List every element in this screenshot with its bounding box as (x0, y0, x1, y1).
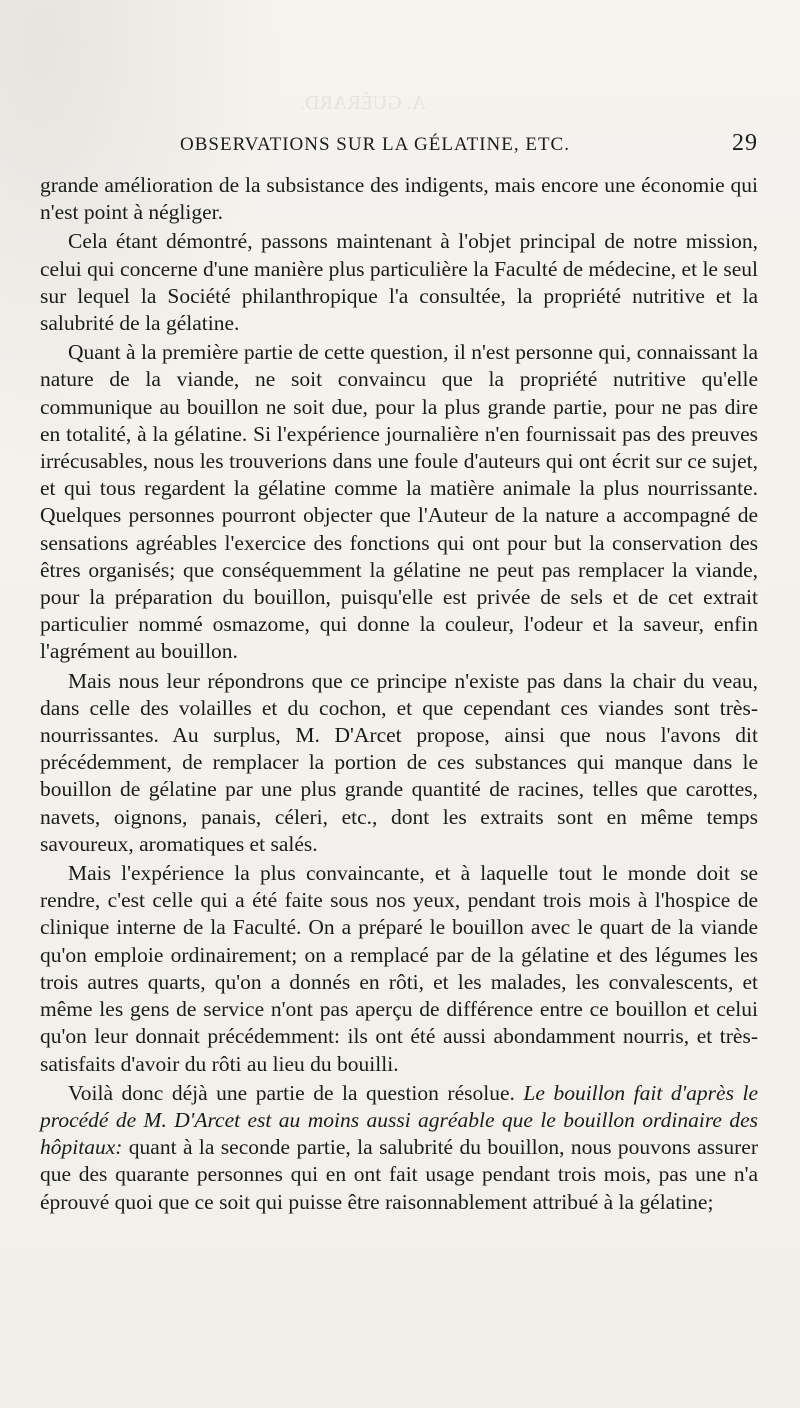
italic-quote: Le bouillon fait d'après le procédé de M. D'Arcet est au moins aussi agréable que le bouillon ordinaire des hôpitaux: (40, 1080, 758, 1160)
paragraph-text: quant à la seconde partie, la salubrité du bouillon, nous pouvons assurer que des quarante personnes qui en ont fait usage pendant trois mois, pas une n'a éprouvé quoi que ce soit qui puisse être raisonnablement attribué à la gélatine; (40, 1135, 758, 1214)
paragraph-with-italic (40, 1080, 758, 1216)
body-text (40, 172, 758, 1216)
running-title: OBSERVATIONS SUR LA GÉLATINE, ETC. (180, 134, 570, 155)
page-number: 29 (732, 130, 758, 156)
paragraph: Mais l'expérience la plus convaincante, et à laquelle tout le monde doit se rendre, c'est celle qui a été faite sous nos yeux, pendant trois mois à l'hospice de clinique interne de la Faculté. On a préparé le bouillon avec le quart de la viande qu'on emploie ordinairement; on a remplacé par de la gélatine et des légumes les trois autres quarts, qu'on a donnés en rôti, et les malades, les convalescents, et même les gens de service n'ont pas aperçu de différence entre ce bouillon et celui qu'on leur donnait précédemment: ils ont été aussi abondamment nourris, et très-satisfaits d'avoir du rôti au lieu du bouilli. (40, 861, 758, 1076)
paragraph-text: Voilà donc déjà une partie de la question résolue. (68, 1080, 524, 1105)
paragraph-continuation: grande amélioration de la subsistance des indigents, mais encore une économie qui n'est point à négliger. (40, 173, 758, 225)
paragraph: Cela étant démontré, passons maintenant à l'objet principal de notre mission, celui qui concerne d'une manière plus particulière la Faculté de médecine, et le seul sur lequel la Société philanthropique l'a consultée, la propriété nutritive et la salubrité de la gélatine. (40, 229, 758, 336)
paragraph: Quant à la première partie de cette question, il n'est personne qui, connaissant la nature de la viande, ne soit convaincu que la propriété nutritive qu'elle communique au bouillon ne soit due, pour la plus grande partie, pour ne pas dire en totalité, à la gélatine. Si l'expérience journalière n'en fournissait pas des preuves irrécusables, nous les trouverions dans une foule d'auteurs qui ont écrit sur ce sujet, et qui tous regardent la gélatine comme la matière animale la plus nourrissante. Quelques personnes pourront objecter que l'Auteur de la nature a accompagné de sensations agréables l'exercice des fonctions qui ont pour but la conservation des êtres organisés; que conséquemment la gélatine ne peut pas remplacer la viande, pour la préparation du bouillon, puisqu'elle est privée de sels et de cet extrait particulier nommé osmazome, qui donne la couleur, l'odeur et la saveur, enfin l'agrément au bouillon. (40, 340, 758, 664)
paragraph: Mais nous leur répondrons que ce principe n'existe pas dans la chair du veau, dans celle des volailles et du cochon, et que cependant ces viandes sont très-nourrissantes. Au surplus, M. D'Arcet propose, ainsi que nous l'avons dit précédemment, de remplacer la portion de ces substances qui manque dans le bouillon de gélatine par une plus grande quantité de racines, telles que carottes, navets, oignons, panais, céleri, etc., dont les extraits sont en même temps savoureux, aromatiques et salés. (40, 668, 758, 856)
bleed-through-text: A. GUÉRARD. (300, 92, 427, 114)
running-header (180, 130, 758, 162)
